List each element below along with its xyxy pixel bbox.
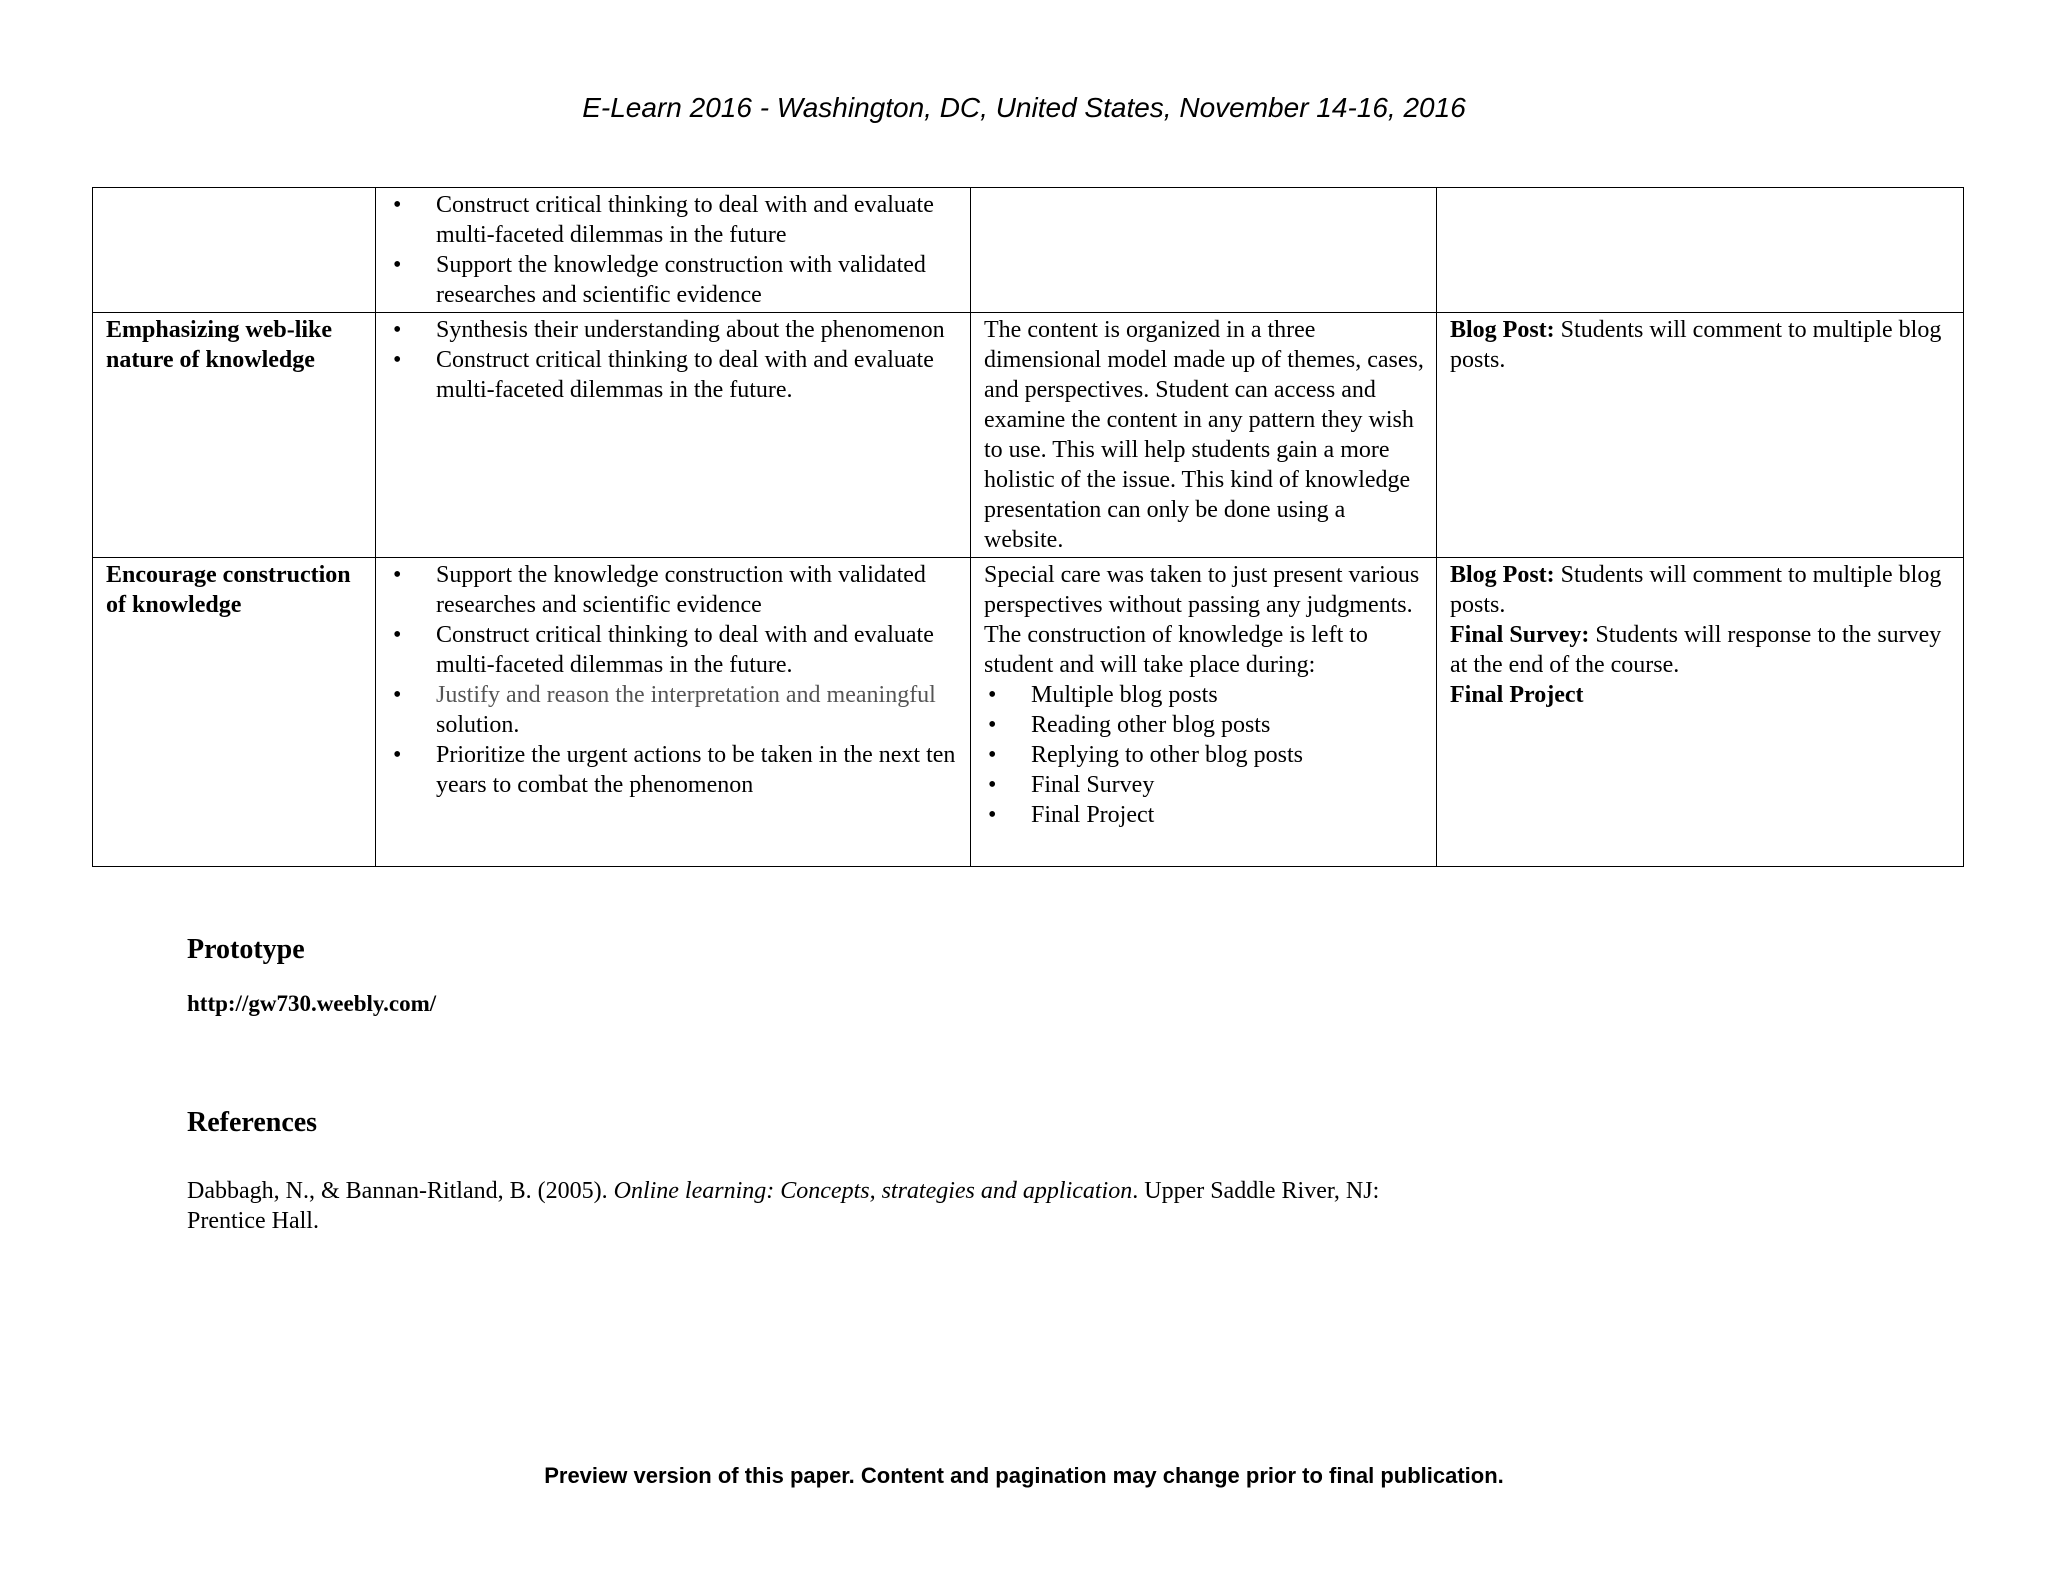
principle-cell <box>93 188 376 313</box>
assessment-cell <box>1437 558 1964 867</box>
assessment-text: Students will comment to multiple blog posts. <box>1450 562 1942 618</box>
list-item: • Prioritize the urgent actions to be taken in the next ten years to combat the phenomenon <box>389 740 958 800</box>
assessment-text: Students will response to the survey at the end of the course. <box>1450 622 1942 678</box>
implementation-cell <box>971 313 1437 558</box>
implementation-text: Special care was taken to just present various perspectives without passing any judgments. The construction of knowledge is left to student and will take place during: <box>984 562 1420 678</box>
assessment-project: Final Project <box>1450 682 1584 708</box>
objective-grey-tail: solution. <box>436 712 520 738</box>
assessment-label: Blog Post: <box>1450 562 1555 588</box>
objective-grey-text: Justify and reason the interpretation and meaningful <box>436 682 936 708</box>
principle-cell <box>93 313 376 558</box>
list-item: • Final Project <box>984 800 1424 830</box>
preview-footer-note: Preview version of this paper. Content and pagination may change prior to final publication. <box>544 1463 1504 1488</box>
reference-publisher: . Upper Saddle River, NJ: Prentice Hall. <box>187 1178 1380 1234</box>
list-item: • Support the knowledge construction with validated researches and scientific evidence <box>389 250 958 310</box>
table-row <box>93 558 1964 867</box>
principle-cell <box>93 558 376 867</box>
objectives-cell <box>376 558 971 867</box>
objectives-list <box>389 190 958 310</box>
objectives-list <box>389 560 958 800</box>
implementation-cell <box>971 188 1437 313</box>
objectives-cell <box>376 188 971 313</box>
assessment-label: Blog Post: <box>1450 317 1555 343</box>
references-heading: References <box>187 1107 318 1138</box>
list-item: • Replying to other blog posts <box>984 740 1424 770</box>
design-principles-table <box>92 187 1964 867</box>
assessment-text: Students will comment to multiple blog posts. <box>1450 317 1942 373</box>
table-row <box>93 188 1964 313</box>
principle-label: Emphasizing web-like nature of knowledge <box>106 317 333 373</box>
assessment-cell <box>1437 188 1964 313</box>
objectives-list <box>389 315 958 405</box>
prototype-link[interactable]: http://gw730.weebly.com/ <box>187 991 437 1016</box>
objectives-cell <box>376 313 971 558</box>
running-header: E-Learn 2016 - Washington, DC, United States, November 14-16, 2016 <box>582 92 1466 123</box>
assessment-label: Final Survey: <box>1450 622 1590 648</box>
assessment-blog <box>1450 560 1951 620</box>
prototype-heading: Prototype <box>187 934 305 965</box>
implementation-cell <box>971 558 1437 867</box>
assessment-survey <box>1450 620 1951 680</box>
list-item: • Construct critical thinking to deal with and evaluate multi-faceted dilemmas in the future. <box>389 620 958 680</box>
reference-authors: Dabbagh, N., & Bannan-Ritland, B. (2005). <box>187 1178 614 1204</box>
list-item: • Synthesis their understanding about the phenomenon <box>389 315 958 345</box>
list-item: • Support the knowledge construction with validated researches and scientific evidence <box>389 560 958 620</box>
list-item: • Reading other blog posts <box>984 710 1424 740</box>
implementation-list <box>984 680 1424 830</box>
reference-entry <box>187 1176 1417 1236</box>
assessment-cell <box>1437 313 1964 558</box>
table-row <box>93 313 1964 558</box>
principle-label: Encourage construction of knowledge <box>106 562 351 618</box>
reference-title: Online learning: Concepts, strategies and application <box>613 1178 1133 1204</box>
implementation-text: The content is organized in a three dimensional model made up of themes, cases, and perspectives. Student can access and examine the content in any pattern they wish to use. This will help students gain a more holistic of the issue. This kind of knowledge presentation can only be done using a website. <box>984 317 1424 553</box>
list-item: • Final Survey <box>984 770 1424 800</box>
list-item: • Construct critical thinking to deal with and evaluate multi-faceted dilemmas in the future. <box>389 345 958 405</box>
list-item <box>389 680 958 740</box>
list-item: • Multiple blog posts <box>984 680 1424 710</box>
list-item: • Construct critical thinking to deal with and evaluate multi-faceted dilemmas in the future <box>389 190 958 250</box>
